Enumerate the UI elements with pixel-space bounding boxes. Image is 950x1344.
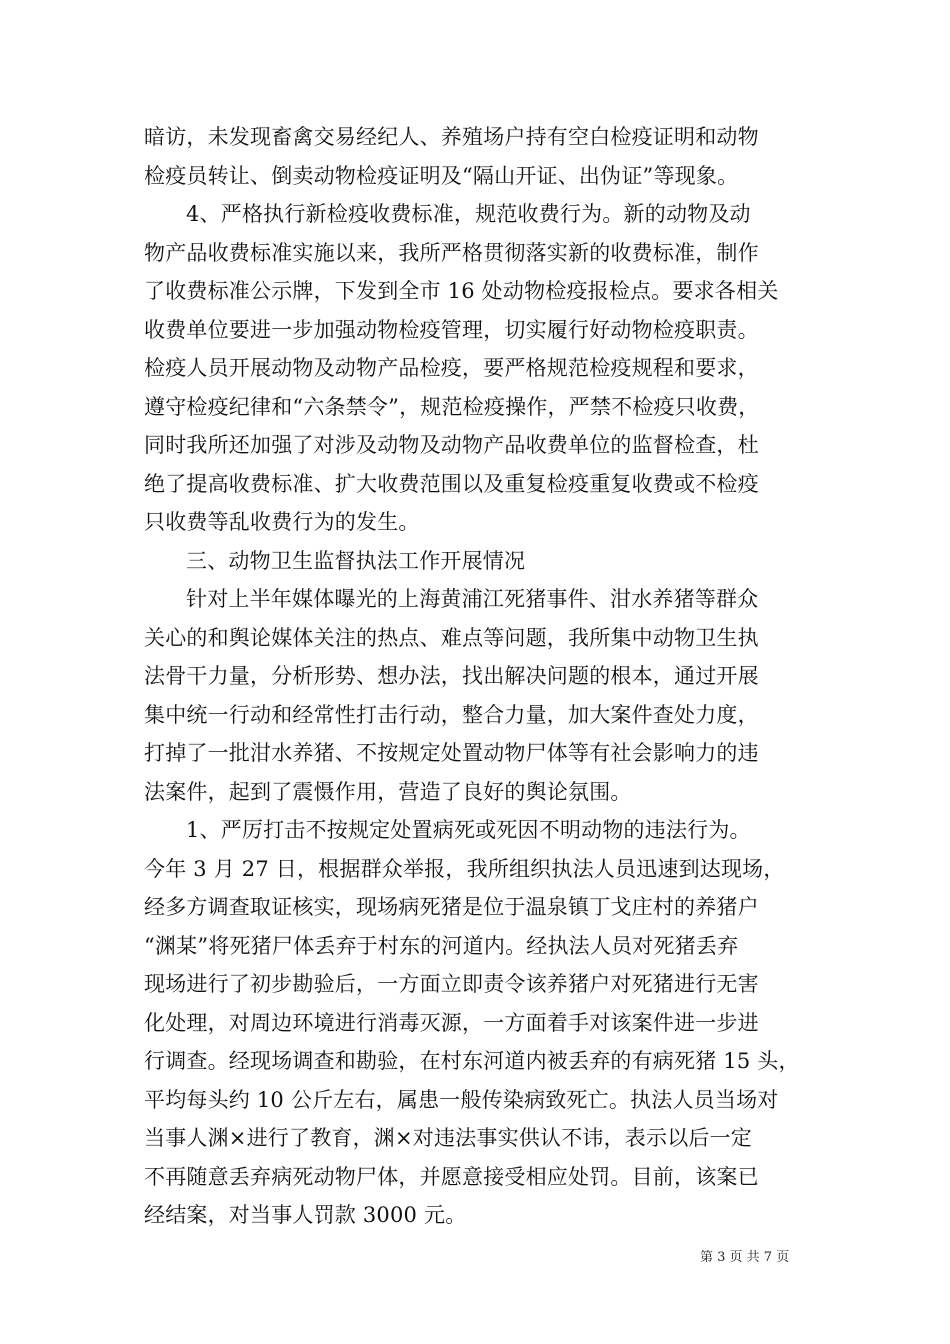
text-line: 行调查。经现场调查和勘验，在村东河道内被丢弃的有病死猪 15 头， <box>144 1049 800 1073</box>
text-line: 收费单位要进一步加强动物检疫管理，切实履行好动物检疫职责。 <box>144 317 759 342</box>
text-line: 当事人渊×进行了教育，渊×对违法事实供认不讳，表示以后一定 <box>144 1126 752 1150</box>
text-line: 法骨干力量，分析形势、想办法，找出解决问题的根本，通过开展 <box>144 664 759 688</box>
text-line: “渊某”将死猪尸体丢弃于村东的河道内。经执法人员对死猪丢弃 <box>144 933 739 958</box>
text-line: 只收费等乱收费行为的发生。 <box>144 510 420 534</box>
page-number-footer: 第 3 页 共 7 页 <box>700 1250 790 1265</box>
text-line: 绝了提高收费标准、扩大收费范围以及重复检疫重复收费或不检疫 <box>144 471 759 496</box>
text-line: 集中统一行动和经常性打击行动，整合力量，加大案件查处力度， <box>144 702 759 727</box>
section-heading: 三、动物卫生监督执法工作开展情况 <box>186 548 526 573</box>
text-line: 经多方调查取证核实，现场病死猪是位于温泉镇丁戈庄村的养猪户 <box>144 895 759 919</box>
document-body <box>144 118 820 1235</box>
text-line: 平均每头约 10 公斤左右，属患一般传染病致死亡。执法人员当场对 <box>144 1087 779 1112</box>
text-line: 1、严厉打击不按规定处置病死或死因不明动物的违法行为。 <box>186 818 751 842</box>
text-line: 针对上半年媒体曝光的上海黄浦江死猪事件、泔水养猪等群众 <box>186 587 759 611</box>
text-line: 物产品收费标准实施以来，我所严格贯彻落实新的收费标准，制作 <box>144 240 759 265</box>
text-line: 今年 3 月 27 日，根据群众举报，我所组织执法人员迅速到达现场， <box>144 856 785 881</box>
text-line: 检疫员转让、倒卖动物检疫证明及“隔山开证、出伪证”等现象。 <box>144 163 739 188</box>
text-line: 打掉了一批泔水养猪、不按规定处置动物尸体等有社会影响力的违 <box>144 741 759 765</box>
text-line: 法案件，起到了震慑作用，营造了良好的舆论氛围。 <box>144 779 632 804</box>
text-line: 同时我所还加强了对涉及动物及动物产品收费单位的监督检查，杜 <box>144 433 759 457</box>
text-line: 遵守检疫纪律和“六条禁令”，规范检疫操作，严禁不检疫只收费， <box>144 394 760 419</box>
text-line: 暗访，未发现畜禽交易经纪人、养殖场户持有空白检疫证明和动物 <box>144 125 759 149</box>
text-line: 不再随意丢弃病死动物尸体，并愿意接受相应处罚。目前，该案已 <box>144 1164 759 1189</box>
text-line: 检疫人员开展动物及动物产品检疫，要严格规范检疫规程和要求， <box>144 356 759 380</box>
text-line: 4、严格执行新检疫收费标准，规范收费行为。新的动物及动 <box>186 202 751 226</box>
text-line: 现场进行了初步勘验后，一方面立即责令该养猪户对死猪进行无害 <box>144 972 759 996</box>
text-line: 了收费标准公示牌，下发到全市 16 处动物检疫报检点。要求各相关 <box>144 279 779 303</box>
text-line: 经结案，对当事人罚款 3000 元。 <box>144 1203 467 1227</box>
text-line: 关心的和舆论媒体关注的热点、难点等问题，我所集中动物卫生执 <box>144 625 759 650</box>
text-line: 化处理，对周边环境进行消毒灭源，一方面着手对该案件进一步进 <box>144 1010 759 1035</box>
